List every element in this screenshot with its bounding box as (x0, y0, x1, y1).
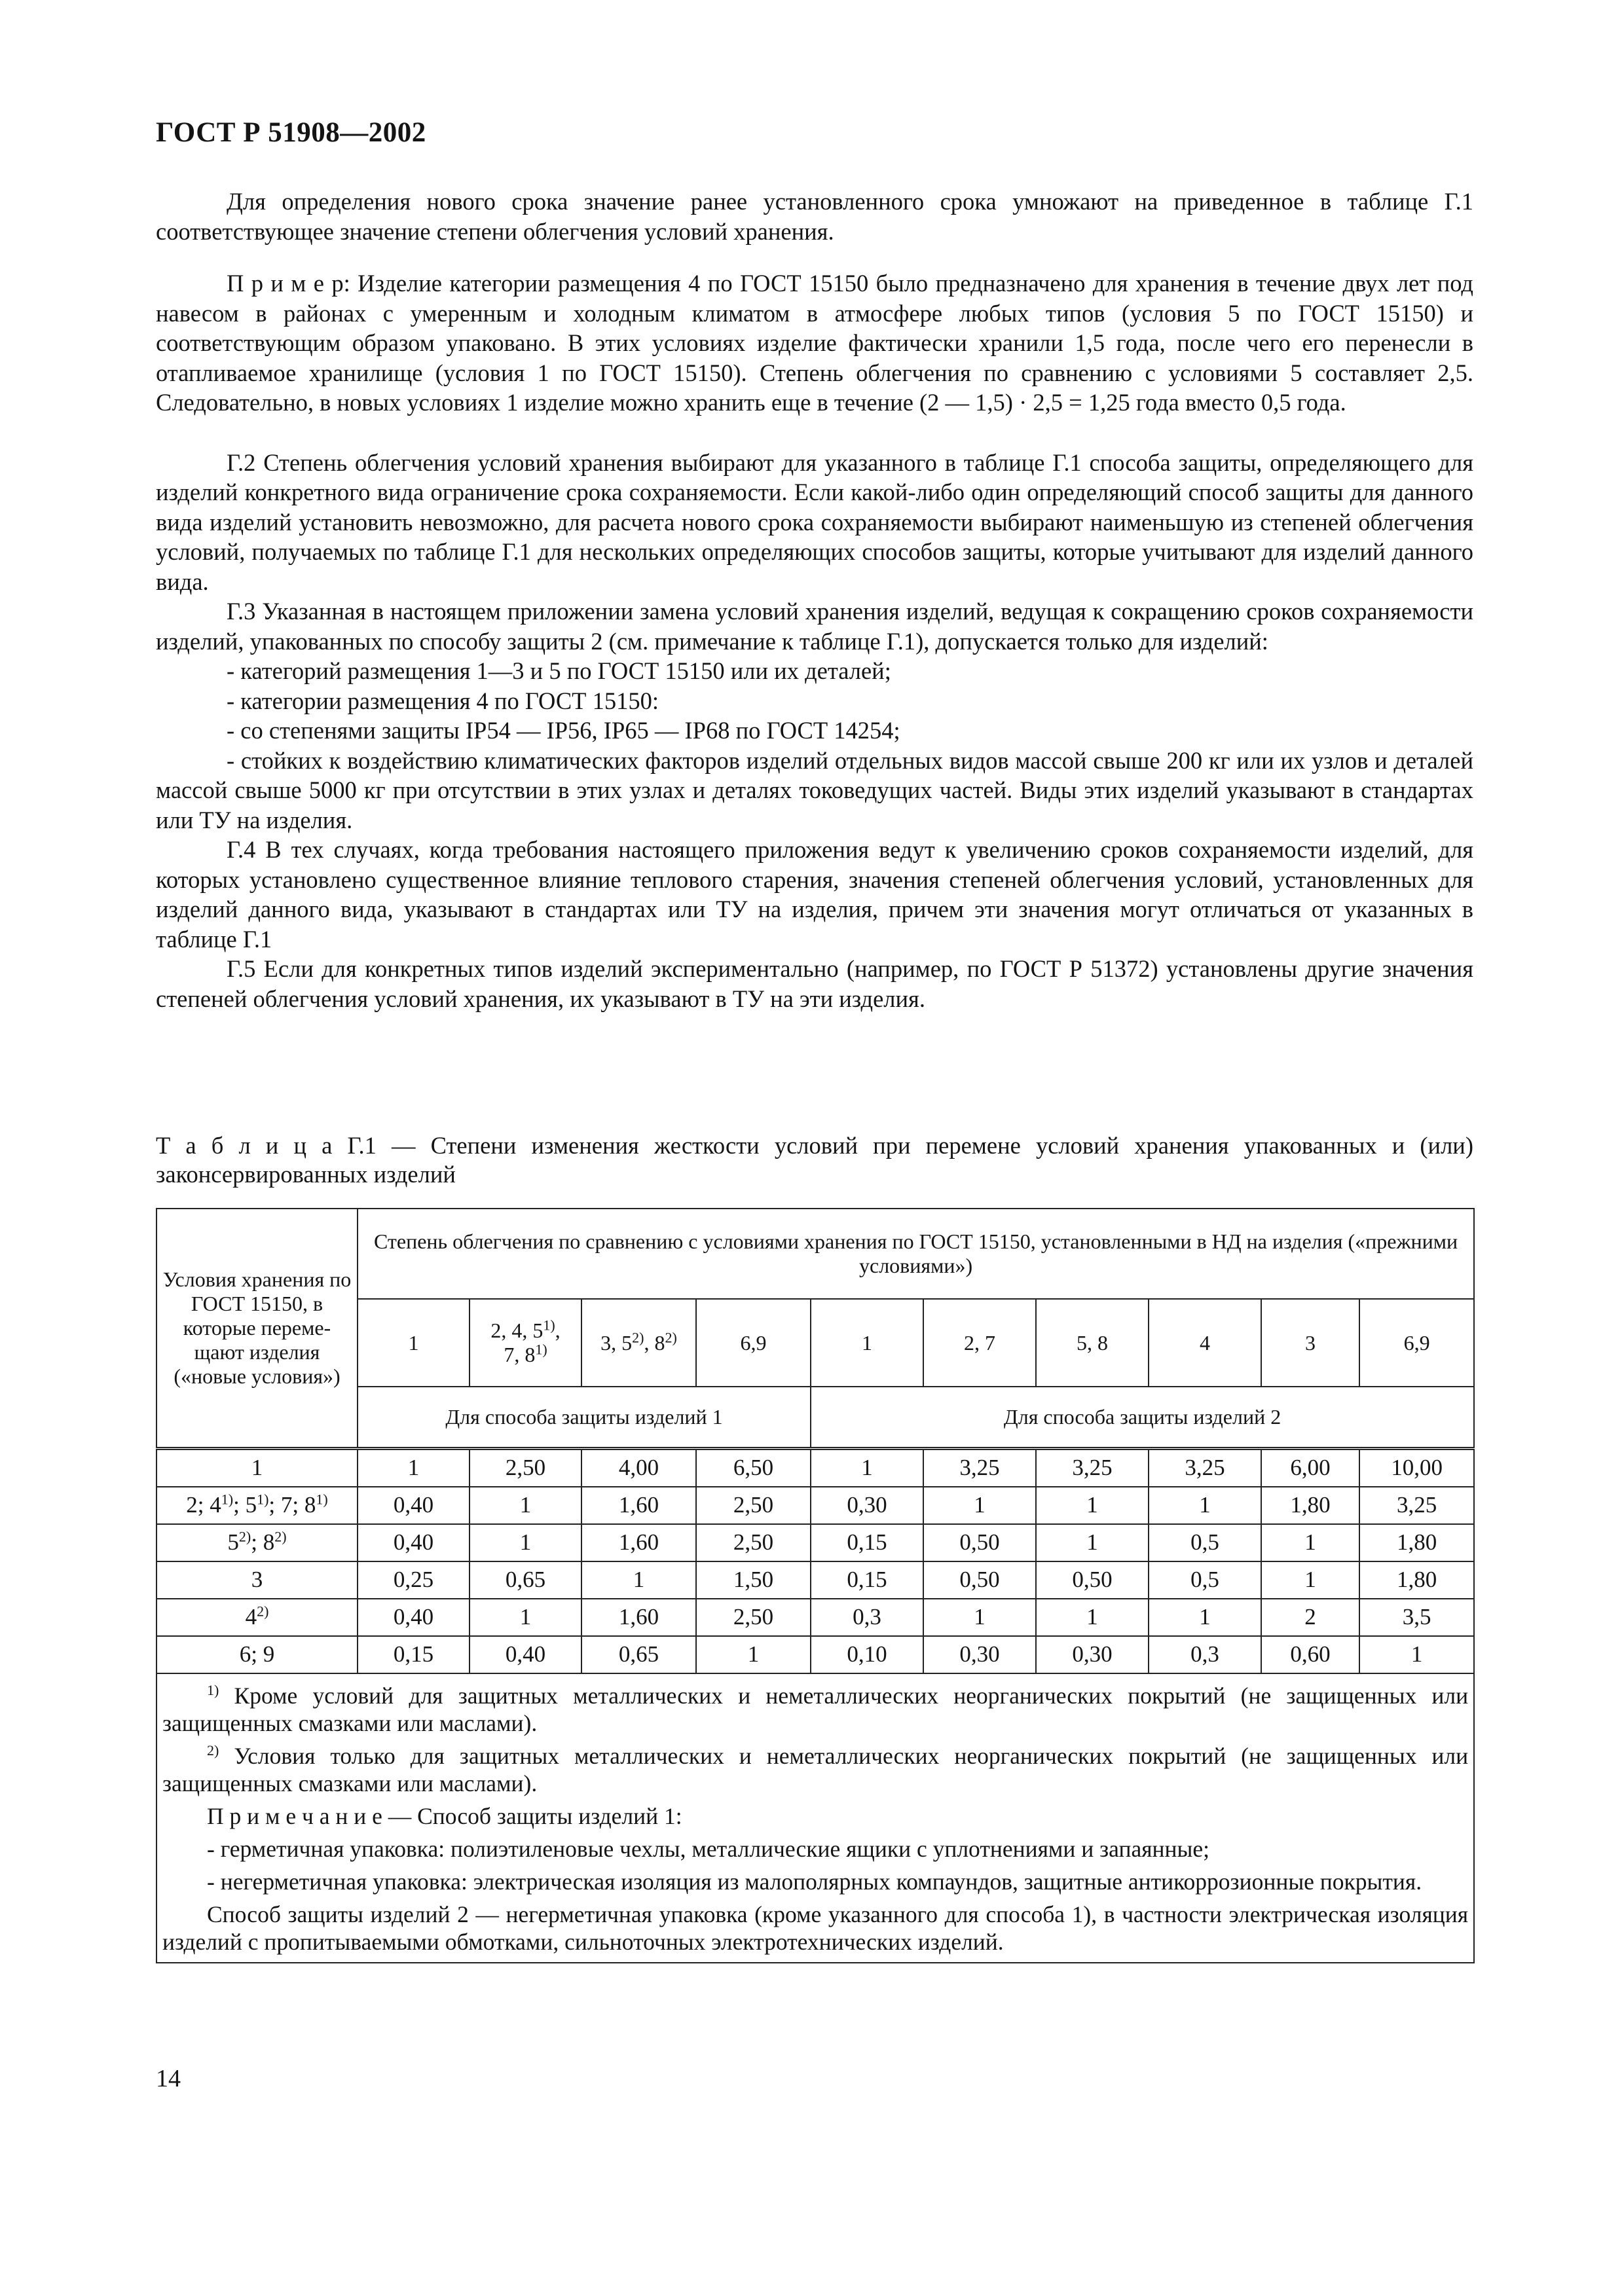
table-cell: 1 (923, 1599, 1036, 1636)
standard-header: ГОСТ Р 51908—2002 (156, 117, 426, 148)
table-cell: 1 (1261, 1524, 1359, 1561)
table-cell: 0,5 (1149, 1561, 1261, 1599)
table-cell: 1 (581, 1561, 696, 1599)
method1-header: Для способа защиты изделий 1 (358, 1387, 811, 1448)
row-label: 6; 9 (157, 1636, 358, 1673)
table-cell: 1 (1149, 1599, 1261, 1636)
table-row (157, 1636, 1474, 1673)
table-cell: 1,60 (581, 1524, 696, 1561)
table-cell: 0,15 (811, 1524, 923, 1561)
table-cell: 0,30 (811, 1487, 923, 1524)
body-text (156, 187, 1473, 1013)
example-text: Изделие категории размещения 4 по ГОСТ 15150 было предназначено для хранения в течение двух лет под навесом в районах с умеренным и холодным климатом в атмосфере любых типов (условия 5 по ГОСТ 15150) и соответствующим образом упаковано. В этих условиях изделие фактически хранили 1,5 года, после чего его перенесли в отапливаемое хранилище (условия 1 по ГОСТ 15150). Степень облегчения по сравнению с условиями 5 составляет 2,5. Следовательно, в новых условиях 1 изделие можно хранить еще в течение (2 — 1,5) · 2,5 = 1,25 года вместо 0,5 года. (156, 270, 1473, 416)
table-cell: 3,25 (923, 1448, 1036, 1487)
note-heading: П р и м е ч а н и е — Способ защиты изделий 1: (207, 1802, 682, 1829)
table-cell: 0,50 (1036, 1561, 1149, 1599)
table-cell: 0,40 (358, 1487, 470, 1524)
table-cell: 3,25 (1036, 1448, 1149, 1487)
table-cell: 1 (358, 1448, 470, 1487)
note-item: - герметичная упаковка: полиэтиленовые чехлы, металлические ящики с уплотнениями и запаянные; (207, 1835, 1210, 1862)
table-cell: 2,50 (696, 1524, 811, 1561)
table-g1 (156, 1208, 1475, 1963)
table-cell: 0,15 (811, 1561, 923, 1599)
paragraph-g4: Г.4 В тех случаях, когда требования настоящего приложения ведут к увеличению сроков сохраняемости изделий, для которых установлено существенное влияние теплового старения, значения степеней облегчения условий, установленных для изделий данного вида, указывают в стандартах или ТУ на изделия, причем эти значения могут отличаться от указанных в таблице Г.1 (156, 836, 1473, 953)
row-label: 2; 4$^{1)}$; 5$^{1)}$; 7; 8$^{1)}$ (157, 1487, 358, 1524)
table-cell: 1 (470, 1599, 581, 1636)
paragraph-g5: Г.5 Если для конкретных типов изделий экспериментально (например, по ГОСТ Р 51372) установлены другие значения степеней облегчения условий хранения, их указывают в ТУ на эти изделия. (156, 955, 1473, 1012)
table-cell: 2,50 (696, 1487, 811, 1524)
table-cell: 6,50 (696, 1448, 811, 1487)
table-cell: 3,25 (1149, 1448, 1261, 1487)
table-cell: 1,80 (1261, 1487, 1359, 1524)
paragraph-g2: Г.2 Степень облегчения условий хранения выбирают для указанного в таблице Г.1 способа защиты, определяющего для изделий конкретного вида ограничение срока сохраняемости. Если какой-либо один определяющий способ защиты для данного вида изделий установить невозможно, для расчета нового срока сохраняемости выбирают наименьшую из степеней облегчения условий, получаемых по таблице Г.1 для нескольких определяющих способов защиты, которые учитывают для изделий данного вида. (156, 448, 1473, 595)
table-cell: 1,60 (581, 1487, 696, 1524)
table-cell: 1 (470, 1524, 581, 1561)
col-header: 2, 7 (923, 1299, 1036, 1387)
table-cell: 2,50 (470, 1448, 581, 1487)
footnote-2: $^{2)}$ Условия только для защитных металлических и неметаллических неорганических покрытий (не защищенных или защищенных смазками или маслами). (162, 1741, 1469, 1796)
table-row (157, 1524, 1474, 1561)
table-cell: 1 (811, 1448, 923, 1487)
g3-item: - стойких к воздействию климатических факторов изделий отдельных видов массой свыше 200 кг или их узлов и деталей массой свыше 5000 кг при отсутствии в этих узлах и деталях токоведущих частей. Виды этих изделий указывают в стандартах или ТУ на изделия. (156, 746, 1473, 833)
table-cell: 2,50 (696, 1599, 811, 1636)
col-header: 2, 4, 5$^{1)}$, 7, 8$^{1)}$ (470, 1299, 581, 1387)
table-cell: 0,65 (470, 1561, 581, 1599)
col-header: 1 (358, 1299, 470, 1387)
table-notes (157, 1673, 1474, 1963)
group-header-cell: Степень облегчения по сравнению с условиями хранения по ГОСТ 15150, установленными в НД на изделия («прежними условиями») (358, 1209, 1474, 1299)
table-cell: 4,00 (581, 1448, 696, 1487)
table-cell: 1,80 (1359, 1524, 1474, 1561)
page-number: 14 (156, 2065, 181, 2092)
paragraph-g3: Г.3 Указанная в настоящем приложении замена условий хранения изделий, ведущая к сокращению сроков сохраняемости изделий, упакованных по способу защиты 2 (см. примечание к таблице Г.1), допускается только для изделий: (156, 598, 1473, 655)
table-cell: 1 (1036, 1524, 1149, 1561)
table-row (157, 1487, 1474, 1524)
col-header: 5, 8 (1036, 1299, 1149, 1387)
table-cell: 10,00 (1359, 1448, 1474, 1487)
footnote-1: $^{1)}$ Кроме условий для защитных металлических и неметаллических неорганических покрытий (не защищенных или защищенных смазками или маслами). (162, 1681, 1469, 1736)
table-cell: 0,10 (811, 1636, 923, 1673)
col-header: 3 (1261, 1299, 1359, 1387)
table-cell: 1 (470, 1487, 581, 1524)
table-cell: 1 (1036, 1599, 1149, 1636)
table-row (157, 1561, 1474, 1599)
table-cell: 0,25 (358, 1561, 470, 1599)
table-cell: 0,40 (358, 1599, 470, 1636)
caption-text: Г.1 — Степени изменения жесткости условий при перемене условий хранения упакованных и (или) законсервированных изделий (156, 1132, 1473, 1188)
row-label: 3 (157, 1561, 358, 1599)
col-header: 4 (1149, 1299, 1261, 1387)
table-cell: 1 (1036, 1487, 1149, 1524)
table-cell: 0,30 (1036, 1636, 1149, 1673)
col-header: 1 (811, 1299, 923, 1387)
row-label: 1 (157, 1448, 358, 1487)
table-cell: 1 (1149, 1487, 1261, 1524)
col-header: 6,9 (696, 1299, 811, 1387)
table-cell: 1,60 (581, 1599, 696, 1636)
table-cell: 1 (696, 1636, 811, 1673)
col-header: 6,9 (1359, 1299, 1474, 1387)
table-caption (156, 1131, 1473, 1189)
caption-label: Т а б л и ц а (156, 1132, 333, 1159)
table-cell: 2 (1261, 1599, 1359, 1636)
table-cell: 1 (1261, 1561, 1359, 1599)
table-cell: 0,50 (923, 1561, 1036, 1599)
table-cell: 0,3 (1149, 1636, 1261, 1673)
note-item: - негерметичная упаковка: электрическая изоляция из малополярных компаундов, защитные антикоррозионные покрытия. (207, 1868, 1422, 1895)
table-cell: 0,30 (923, 1636, 1036, 1673)
g3-item: - категорий размещения 1—3 и 5 по ГОСТ 15150 или их деталей; (227, 657, 891, 684)
table-cell: 1 (923, 1487, 1036, 1524)
table-cell: 3,25 (1359, 1487, 1474, 1524)
notes-row (157, 1673, 1474, 1963)
table-cell: 1,50 (696, 1561, 811, 1599)
note-method2: Способ защиты изделий 2 — негерметичная упаковка (кроме указанного для способа 1), в частности электрическая изоляция изделий с пропитываемыми обмотками, сильноточных электротехнических изделий. (162, 1901, 1469, 1955)
table-cell: 0,65 (581, 1636, 696, 1673)
table-cell: 0,15 (358, 1636, 470, 1673)
table-cell: 0,3 (811, 1599, 923, 1636)
paragraph-example (156, 268, 1473, 418)
row-label: 5$^{2)}$; 8$^{2)}$ (157, 1524, 358, 1561)
paragraph-intro: Для определения нового срока значение ранее установленного срока умножают на приведенное в таблице Г.1 соответствующее значение степени облегчения условий хранения. (156, 188, 1473, 245)
col-header: 3, 5$^{2)}$, 8$^{2)}$ (581, 1299, 696, 1387)
table-cell: 1,80 (1359, 1561, 1474, 1599)
table-cell: 3,5 (1359, 1599, 1474, 1636)
row-header-cell: Условия хранения по ГОСТ 15150, в которые переме-щают изделия («новые условия») (157, 1209, 358, 1448)
table-cell: 0,40 (358, 1524, 470, 1561)
example-label: П р и м е р: (227, 270, 350, 297)
table-cell: 0,5 (1149, 1524, 1261, 1561)
g3-item: - со степенями защиты IP54 — IP56, IP65 — IP68 по ГОСТ 14254; (227, 717, 900, 744)
row-label: 4$^{2)}$ (157, 1599, 358, 1636)
table-cell: 1 (1359, 1636, 1474, 1673)
table-row (157, 1448, 1474, 1487)
table-cell: 0,60 (1261, 1636, 1359, 1673)
method2-header: Для способа защиты изделий 2 (811, 1387, 1474, 1448)
g3-item: - категории размещения 4 по ГОСТ 15150: (227, 687, 659, 714)
table-cell: 0,50 (923, 1524, 1036, 1561)
table-cell: 0,40 (470, 1636, 581, 1673)
table-row (157, 1599, 1474, 1636)
table-cell: 6,00 (1261, 1448, 1359, 1487)
